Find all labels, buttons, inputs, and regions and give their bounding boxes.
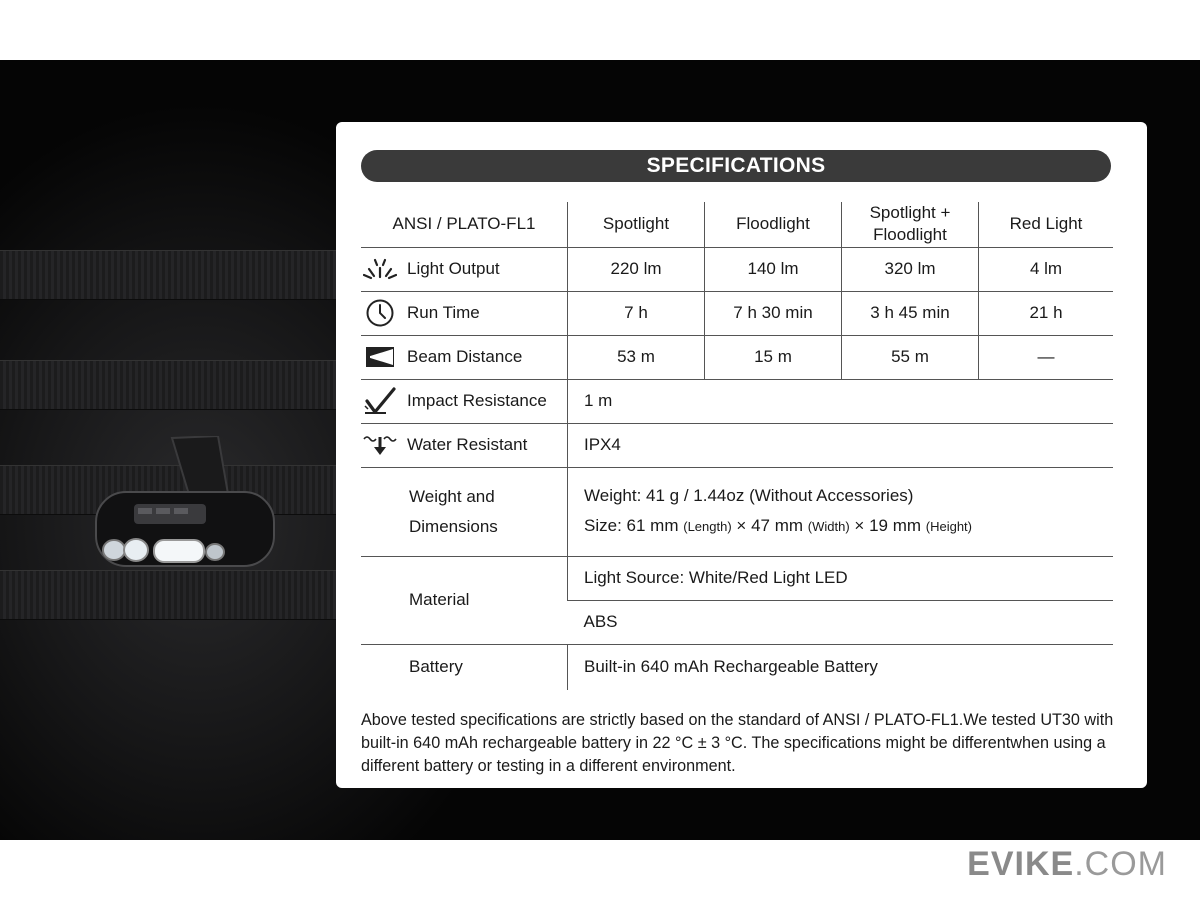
beam-distance-spotlight: 53 m <box>568 335 705 379</box>
table-row-beam-distance <box>361 335 1113 379</box>
mode-header-floodlight: Floodlight <box>705 202 842 247</box>
battery-value: Built-in 640 mAh Rechargeable Battery <box>568 644 1114 690</box>
light-output-label: Light Output <box>407 259 500 278</box>
size-value <box>584 511 1113 542</box>
specifications-table <box>361 202 1113 690</box>
run-time-spot-flood: 3 h 45 min <box>842 291 979 335</box>
molle-strap <box>0 360 340 410</box>
run-time-red: 21 h <box>979 291 1114 335</box>
water-resistant-label: Water Resistant <box>407 435 528 454</box>
beam-icon <box>363 342 397 372</box>
standard-header: ANSI / PLATO-FL1 <box>361 202 568 247</box>
run-time-floodlight: 7 h 30 min <box>705 291 842 335</box>
water-drop-icon <box>363 430 397 460</box>
mode-header-spotlight: Spotlight <box>568 202 705 247</box>
weight-dimensions-label-line2: Dimensions <box>409 516 498 536</box>
material-label: Material <box>409 590 470 609</box>
size-length-unit: (Length) <box>683 519 732 534</box>
light-output-red: 4 lm <box>979 247 1114 291</box>
size-times: × <box>854 516 865 535</box>
material-body: ABS <box>568 600 1114 644</box>
mode-header-red-light: Red Light <box>979 202 1114 247</box>
impact-resistance-label: Impact Resistance <box>407 391 547 410</box>
molle-strap <box>0 570 340 620</box>
table-row-run-time <box>361 291 1113 335</box>
size-times: × <box>736 516 747 535</box>
mode-header-spot-flood: Spotlight + Floodlight <box>842 202 979 247</box>
clock-icon <box>363 298 397 328</box>
brand-logo-rest: .COM <box>1074 845 1167 883</box>
table-row-impact-resistance <box>361 379 1113 423</box>
light-output-spotlight: 220 lm <box>568 247 705 291</box>
beam-distance-label: Beam Distance <box>407 347 523 366</box>
table-row-weight-dimensions <box>361 467 1113 556</box>
specifications-title: SPECIFICATIONS <box>361 150 1111 182</box>
test-conditions-note: Above tested specifications are strictly based on the standard of ANSI / PLATO-FL1.We tested UT30 with built-in 640 mAh rechargeable battery in 22 °C ± 3 °C. The specifications might be differentwhen using a different battery or testing in a different environment. <box>361 711 1114 775</box>
size-height: 19 mm <box>869 516 922 535</box>
headlamp-image <box>94 436 276 570</box>
impact-check-icon <box>363 386 397 416</box>
table-row-light-output <box>361 247 1113 291</box>
table-row-battery <box>361 644 1113 690</box>
table-header-row <box>361 202 1113 247</box>
weight-value: Weight: 41 g / 1.44oz (Without Accessories) <box>584 486 914 505</box>
brand-logo <box>967 845 1167 884</box>
size-prefix: Size: <box>584 516 627 535</box>
beam-distance-red: — <box>979 335 1114 379</box>
light-output-spot-flood: 320 lm <box>842 247 979 291</box>
size-length: 61 mm <box>626 516 679 535</box>
water-resistant-value: IPX4 <box>568 423 1114 467</box>
brand-logo-bold: EVIKE <box>967 845 1075 883</box>
impact-resistance-value: 1 m <box>568 379 1114 423</box>
size-height-unit: (Height) <box>925 519 973 534</box>
material-light-source: Light Source: White/Red Light LED <box>568 556 1114 600</box>
run-time-label: Run Time <box>407 303 480 322</box>
specifications-card <box>336 122 1147 788</box>
molle-strap <box>0 250 340 300</box>
size-width: 47 mm <box>751 516 804 535</box>
size-width-unit: (Width) <box>807 519 850 534</box>
beam-distance-floodlight: 15 m <box>705 335 842 379</box>
run-time-spotlight: 7 h <box>568 291 705 335</box>
weight-dimensions-label-line1: Weight and <box>409 486 495 506</box>
light-burst-icon <box>363 254 397 284</box>
light-output-floodlight: 140 lm <box>705 247 842 291</box>
table-row-water-resistant <box>361 423 1113 467</box>
table-row-material <box>361 556 1113 600</box>
beam-distance-spot-flood: 55 m <box>842 335 979 379</box>
battery-label: Battery <box>409 657 463 677</box>
